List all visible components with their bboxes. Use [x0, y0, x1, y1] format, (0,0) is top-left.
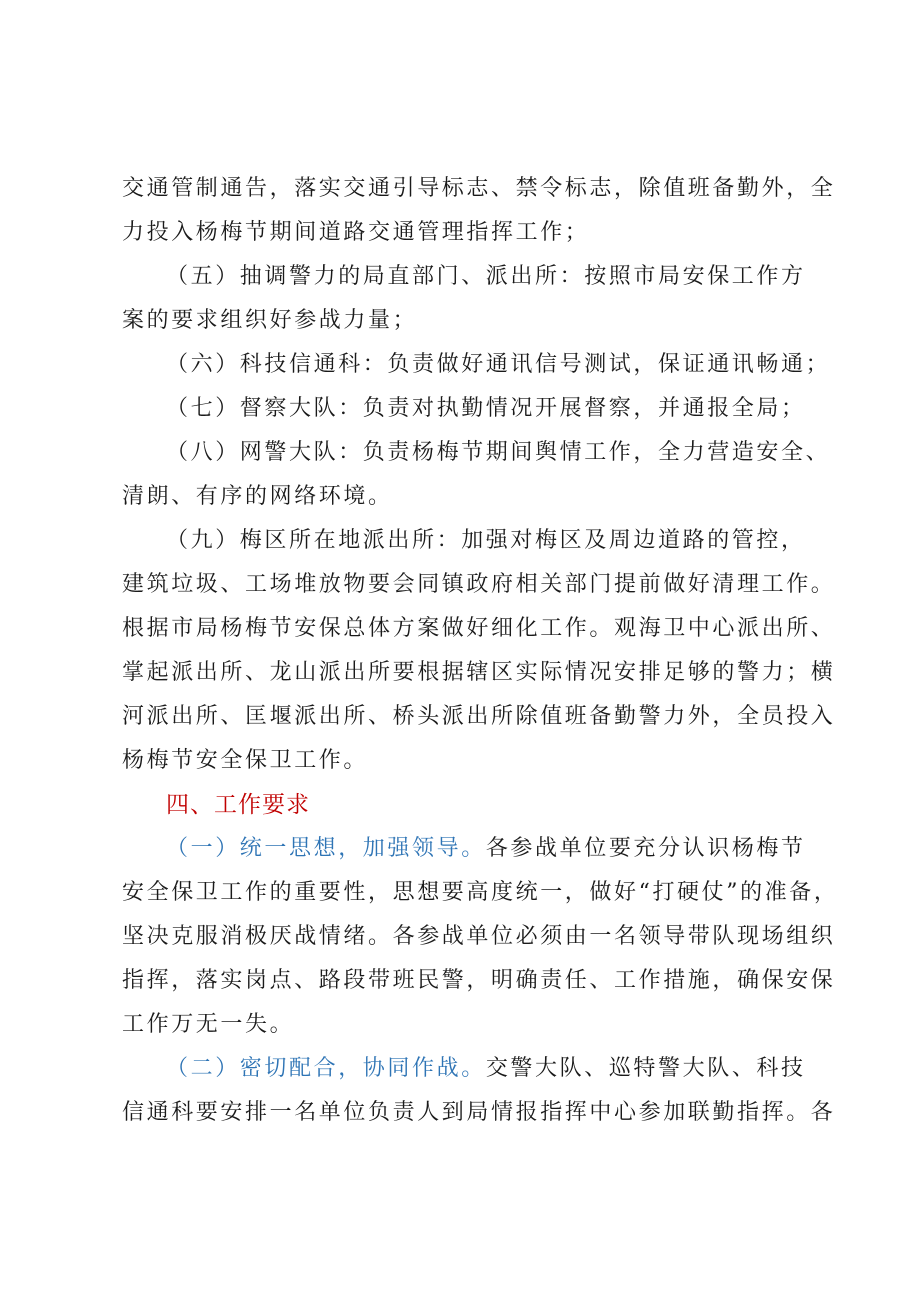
text-line: 信通科要安排一名单位负责人到局情报指挥中心参加联勤指挥。各: [122, 1100, 836, 1125]
text-span: 交警大队、巡特警大队、科技: [485, 1056, 806, 1081]
text-span: 各参战单位要充分认识杨梅节: [485, 836, 806, 861]
subheading: （二）密切配合，协同作战。: [166, 1056, 486, 1081]
text-line: （九）梅区所在地派出所：加强对梅区及周边道路的管控，: [166, 528, 806, 553]
text-line: 掌起派出所、龙山派出所要根据辖区实际情况安排足够的警力；横: [122, 660, 836, 685]
text-line: 根据市局杨梅节安保总体方案做好细化工作。观海卫中心派出所、: [122, 616, 836, 641]
text-line: 清朗、有序的网络环境。: [122, 484, 393, 509]
text-line: 坚决克服消极厌战情绪。各参战单位必须由一名领导带队现场组织: [122, 924, 836, 949]
subheading: （一）统一思想，加强领导。: [166, 836, 486, 861]
text-line: （八）网警大队：负责杨梅节期间舆情工作，全力营造安全、: [166, 440, 831, 465]
text-line: 河派出所、匡堰派出所、桥头派出所除值班备勤警力外，全员投入: [122, 704, 836, 729]
text-line: 工作万无一失。: [122, 1012, 295, 1037]
text-line: [166, 1054, 806, 1084]
text-line: 安全保卫工作的重要性，思想要高度统一，做好“打硬仗”的准备，: [122, 880, 839, 905]
section-heading: 四、工作要求: [166, 792, 310, 818]
text-line: 力投入杨梅节期间道路交通管理指挥工作；: [122, 220, 590, 245]
text-line: （七）督察大队：负责对执勤情况开展督察，并通报全局；: [166, 396, 806, 421]
text-line: （六）科技信通科：负责做好通讯信号测试，保证通讯畅通；: [166, 352, 831, 377]
text-line: [166, 834, 806, 864]
text-line: 建筑垃圾、工场堆放物要会同镇政府相关部门提前做好清理工作。: [122, 572, 836, 597]
text-line: 杨梅节安全保卫工作。: [122, 748, 369, 773]
text-line: （五）抽调警力的局直部门、派出所：按照市局安保工作方: [166, 264, 806, 289]
text-line: 案的要求组织好参战力量；: [122, 308, 418, 333]
text-line: 指挥，落实岗点、路段带班民警，明确责任、工作措施，确保安保: [122, 968, 836, 993]
text-line: 交通管制通告，落实交通引导标志、禁令标志，除值班备勤外，全: [122, 176, 836, 201]
